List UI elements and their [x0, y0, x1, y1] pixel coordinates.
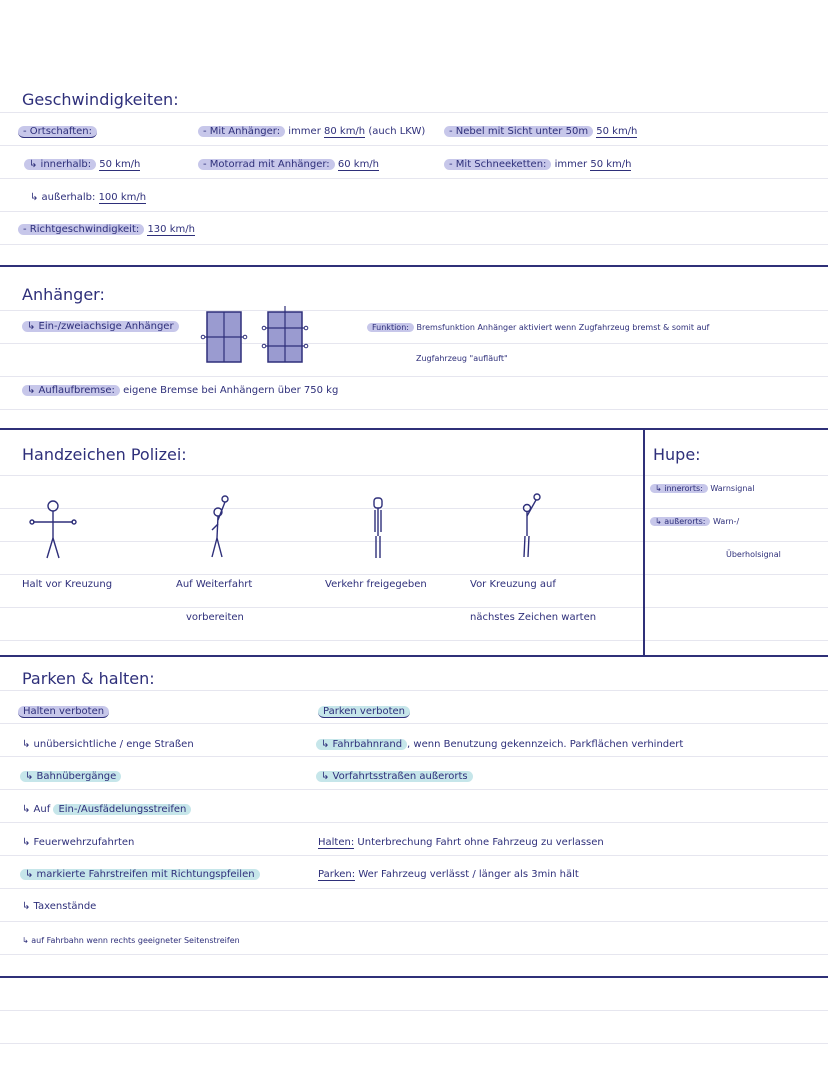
halten-definition: [318, 836, 604, 850]
parken-item-1-highlight: ↳ Fahrbahnrand: [316, 739, 407, 750]
halten-verboten-label: Halten verboten: [18, 706, 109, 718]
parken-definition: [318, 868, 579, 882]
halten-item-1: ↳ unübersichtliche / enge Straßen: [22, 739, 194, 750]
speed-title: Geschwindigkeiten:: [22, 90, 179, 109]
parken-definition-label: Parken:: [318, 869, 356, 880]
schnee-line: [444, 158, 631, 172]
anhaenger-speed-value: 80 km/h: [324, 126, 366, 137]
halten-definition-label: Halten:: [318, 837, 355, 848]
separator-bottom: [0, 976, 828, 978]
halten-item-3-highlight: Ein-/Ausfädelungsstreifen: [53, 804, 191, 815]
anhaenger-speed-text: immer: [288, 126, 321, 137]
halten-item-5: ↳ markierte Fahrstreifen mit Richtungspfeilen: [20, 869, 260, 880]
halten-item-4: ↳ Feuerwehrzufahrten: [22, 837, 135, 848]
halten-item-2: ↳ Bahnübergänge: [20, 771, 121, 782]
weiterfahrt-stick-figure-icon: [200, 494, 240, 560]
weiterfahrt-caption-1: Auf Weiterfahrt: [176, 579, 253, 590]
anhaenger-speed-line: [198, 125, 425, 139]
halten-item-3: [22, 803, 191, 817]
ausserhalb-line: [30, 191, 146, 205]
schnee-label: - Mit Schneeketten:: [444, 159, 551, 170]
auflauf-text: eigene Bremse bei Anhängern über 750 kg: [123, 385, 339, 396]
richt-line: [18, 223, 195, 237]
auflauf-line: [22, 384, 338, 398]
richt-label: - Richtgeschwindigkeit:: [18, 224, 144, 235]
vor-kreuzung-caption-1: Vor Kreuzung auf: [470, 579, 556, 590]
parken-item-1-text: , wenn Benutzung gekennzeich. Parkflächen verhindert: [407, 739, 684, 750]
anhaenger-speed-label: - Mit Anhänger:: [198, 126, 285, 137]
parken-item-1: [316, 738, 683, 752]
single-axle-trailer-icon: [205, 310, 247, 366]
parking-title: Parken & halten:: [22, 669, 155, 688]
innerhalb-label: ↳ innerhalb:: [24, 159, 96, 170]
halten-item-7: ↳ auf Fahrbahn wenn rechts geeigneter Seitenstreifen: [22, 936, 240, 945]
innerorts-label: ↳ innerorts:: [650, 484, 708, 493]
ausserorts-value-2: Überholsignal: [726, 550, 781, 559]
schnee-text: immer: [554, 159, 588, 170]
ausserhalb-label: ↳ außerhalb:: [30, 192, 96, 203]
separator-police-parking: [0, 655, 828, 657]
innerorts-line: [650, 482, 755, 496]
funktion-text: Bremsfunktion Anhänger aktiviert wenn Zugfahrzeug bremst & somit auf: [416, 323, 710, 332]
vor-kreuzung-caption-2: nächstes Zeichen warten: [470, 612, 597, 623]
naechstes-zeichen-stick-figure-icon: [515, 492, 545, 560]
halt-caption: Halt vor Kreuzung: [22, 579, 113, 590]
innerorts-value: Warnsignal: [710, 484, 755, 493]
funktion-line: [367, 321, 709, 335]
separator-trailer-police: [0, 428, 828, 430]
innerhalb-value: 50 km/h: [99, 159, 141, 170]
richt-value: 130 km/h: [147, 224, 195, 235]
motorrad-line: [198, 158, 379, 172]
halten-definition-text: Unterbrechung Fahrt ohne Fahrzeug zu verlassen: [357, 837, 604, 848]
freigegeben-caption: Verkehr freigegeben: [325, 579, 427, 590]
ausserorts-value: Warn-/: [713, 517, 740, 526]
ortschaften-label: - Ortschaften:: [18, 126, 97, 138]
parken-verboten-label: Parken verboten: [318, 706, 410, 718]
dual-axle-trailer-icon: [266, 306, 308, 366]
freigegeben-stick-figure-icon: [366, 496, 390, 560]
nebel-label: - Nebel mit Sicht unter 50m: [444, 126, 593, 137]
ausserorts-label: ↳ außerorts:: [650, 517, 710, 526]
ausserhalb-value: 100 km/h: [98, 192, 147, 203]
halt-stick-figure-icon: [28, 500, 78, 562]
nebel-line: [444, 125, 637, 139]
separator-hupe: [643, 428, 645, 657]
anhaenger-speed-note: (auch LKW): [368, 126, 426, 137]
parken-item-2: ↳ Vorfahrtsstraßen außerorts: [316, 771, 473, 782]
auflauf-label: ↳ Auflaufbremse:: [22, 385, 120, 396]
nebel-value: 50 km/h: [596, 126, 638, 137]
motorrad-label: - Motorrad mit Anhänger:: [198, 159, 335, 170]
funktion-label: Funktion:: [367, 323, 414, 332]
schnee-value: 50 km/h: [590, 159, 632, 170]
police-title: Handzeichen Polizei:: [22, 445, 187, 464]
innerhalb-line: [24, 158, 140, 172]
funktion-text2: Zugfahrzeug "aufläuft": [416, 354, 508, 363]
ausserorts-line: [650, 515, 739, 529]
motorrad-value: 60 km/h: [337, 159, 380, 170]
halten-item-6: ↳ Taxenstände: [22, 901, 97, 912]
parken-definition-text: Wer Fahrzeug verlässt / länger als 3min hält: [358, 869, 579, 880]
separator-speed-trailer: [0, 265, 828, 267]
trailer-title: Anhänger:: [22, 285, 105, 304]
hupe-title: Hupe:: [653, 445, 701, 464]
achsen-label: ↳ Ein-/zweiachsige Anhänger: [22, 321, 179, 332]
halten-item-3-prefix: ↳ Auf: [22, 804, 51, 815]
weiterfahrt-caption-2: vorbereiten: [186, 612, 244, 623]
